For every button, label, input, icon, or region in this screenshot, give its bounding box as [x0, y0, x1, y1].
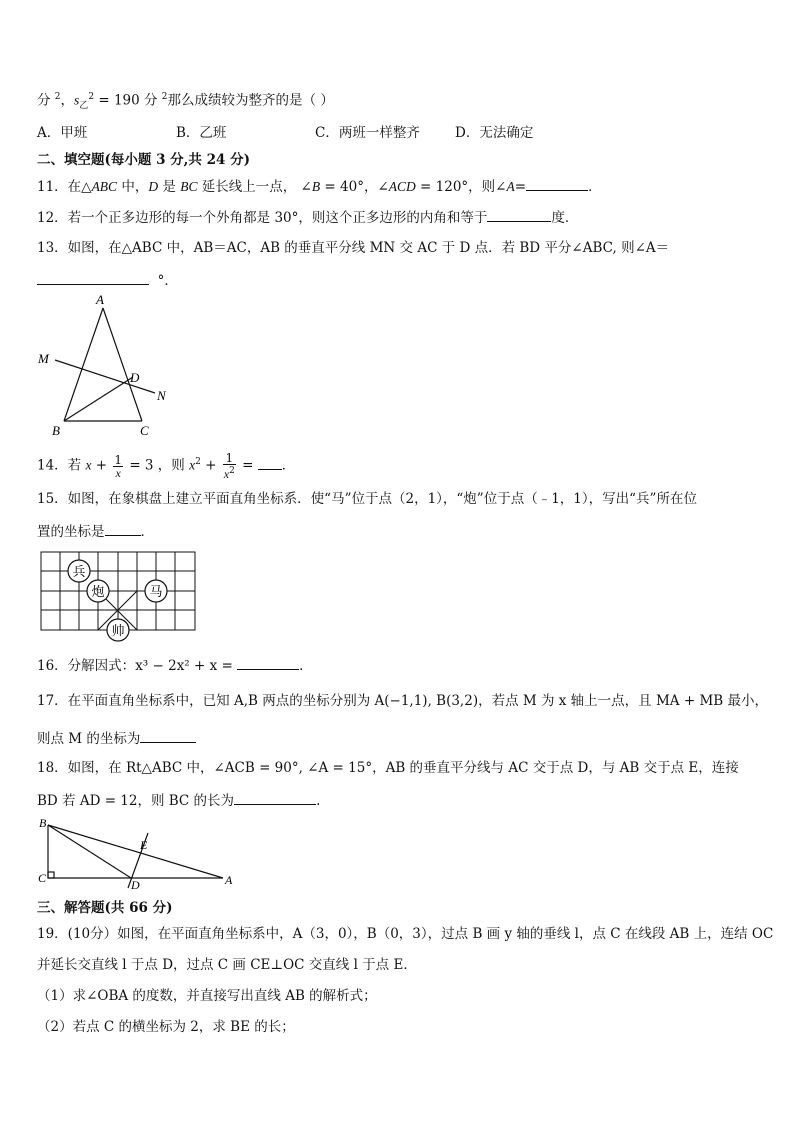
piece-bing-label: 兵 — [72, 564, 86, 579]
label-d: D — [130, 370, 140, 385]
chess-board-grid — [41, 552, 195, 630]
q11-answer-blank — [526, 176, 588, 191]
q18-answer-blank — [234, 790, 316, 805]
edge-ac — [103, 308, 142, 421]
q16-answer-blank — [237, 655, 299, 670]
segment-bd — [64, 377, 133, 421]
q12-answer-blank — [487, 207, 551, 222]
chess-board-figure — [38, 550, 200, 646]
label-e: E — [140, 838, 148, 852]
q19-line1: 19．(10分）如图，在平面直角坐标系中，A（3，0），B（0，3），过点 B 画 y 轴的垂线 l，点 C 在线段 AB 上，连结 OC — [37, 926, 774, 942]
piece-ma-label: 马 — [149, 584, 163, 599]
q10-tail-line: 分 $^2$，$s_乙^2 = 190$ 分 $^2$那么成绩较为整齐的是（ ） — [37, 92, 334, 112]
q17-line1: 17．在平面直角坐标系中，已知 A,B 两点的坐标分别为 A(−1,1), B(3,2)，若点 M 为 x 轴上一点，且 MA + MB 最小， — [37, 693, 768, 709]
q16-line: 16．分解因式：x³ − 2x² + x = ． — [37, 655, 313, 675]
piece-shuai-label: 帅 — [111, 623, 125, 638]
section2-title: 二、填空题(每小题 3 分,共 24 分) — [37, 152, 250, 168]
q11-line: 11．在△ABC 中，D 是 BC 延长线上一点， ∠B = 40°，∠ACD = 120°，则∠A= ． — [37, 176, 602, 196]
q10-option-d: D．无法确定 — [455, 125, 534, 141]
label-a: A — [225, 873, 233, 887]
q19-sub1: （1）求∠OBA 的度数，并直接写出直线 AB 的解析式； — [37, 988, 377, 1004]
q14-fraction-2: $\frac{1}{x^2}$ — [223, 451, 235, 481]
q15-answer-blank — [105, 521, 141, 536]
label-c: C — [140, 423, 149, 438]
label-b: B — [39, 816, 47, 830]
label-m: M — [38, 351, 49, 366]
q13-line1: 13．如图，在△ABC 中，AB＝AC，AB 的垂直平分线 MN 交 AC 于 D 点．若 BD 平分∠ABC, 则∠A＝ — [37, 240, 670, 256]
label-d: D — [131, 878, 140, 892]
q13-answer-blank — [37, 270, 149, 285]
q10-option-c: C．两班一样整齐 — [315, 125, 420, 141]
q19-sub2: （2）若点 C 的横坐标为 2，求 BE 的长； — [37, 1019, 295, 1035]
q17-answer-blank — [140, 728, 196, 743]
q18-line1: 18．如图，在 Rt△ABC 中，∠ACB = 90°, ∠A = 15°，AB 的垂直平分线与 AC 交于点 D，与 AB 交于点 E，连接 — [37, 760, 739, 776]
q14-fraction-1: $\frac{1}{x}$ — [114, 452, 123, 480]
section3-title: 三、解答题(共 66 分) — [37, 900, 173, 916]
label-a: A — [96, 292, 104, 307]
figure-13-triangle — [30, 290, 180, 440]
line-mn — [55, 360, 155, 393]
q14-answer-blank — [258, 455, 282, 470]
q13-line2: °． — [37, 270, 178, 290]
q12-line: 12．若一个正多边形的每一个外角都是 30°，则这个正多边形的内角和等于 度． — [37, 207, 578, 227]
figure-18-triangle — [33, 812, 243, 892]
q19-line2: 并延长交直线 l 于点 D，过点 C 画 CE⊥OC 交直线 l 于点 E． — [37, 957, 417, 973]
q15-line1: 15．如图，在象棋盘上建立平面直角坐标系．使“马”位于点（2，1），“炮”位于点（﹣1，1），写出“兵”所在位 — [37, 491, 697, 507]
label-n: N — [157, 388, 166, 403]
q18-line2: BD 若 AD = 12，则 BC 的长为 . — [37, 790, 320, 810]
q15-line2: 置的坐标是 ． — [37, 521, 154, 541]
q17-line2: 则点 M 的坐标为 — [37, 728, 196, 748]
piece-pao-label: 炮 — [91, 584, 105, 599]
q14-line: 14．若 x + $\frac{1}{x}$ = 3 ，则 $x^2$ + $\frac{1}{x^2}$ = ． — [37, 451, 296, 481]
right-angle-mark — [48, 872, 54, 878]
label-b: B — [52, 423, 60, 438]
edge-ba — [48, 825, 223, 878]
q10-option-a: A．甲班 — [37, 125, 88, 141]
segment-bd — [48, 825, 131, 878]
q10-option-b: B．乙班 — [176, 125, 227, 141]
label-c: C — [38, 871, 47, 885]
